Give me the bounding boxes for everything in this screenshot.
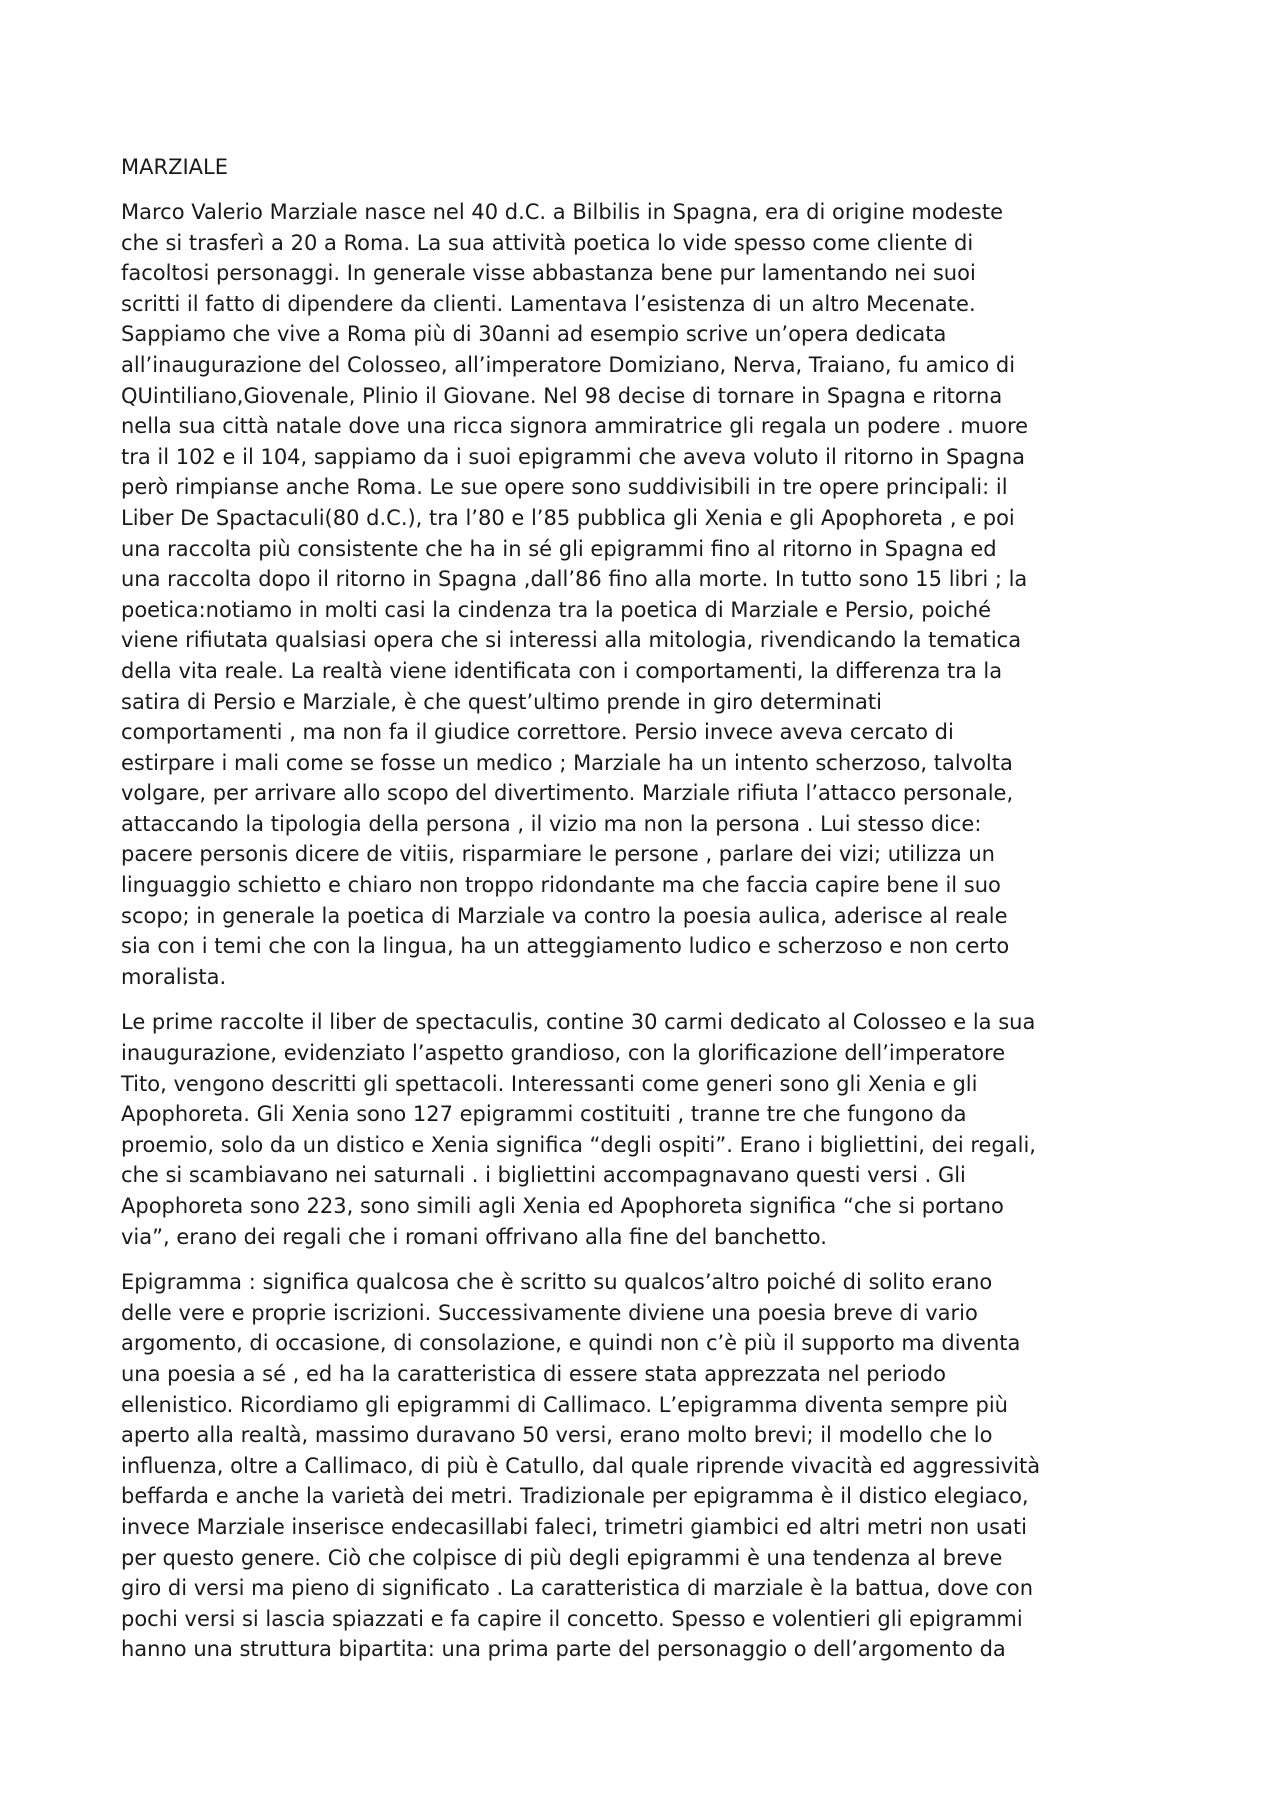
text-line: tra il 102 e il 104, sappiamo da i suoi epigrammi che aveva voluto il ritorno in Spagna <box>121 444 1026 469</box>
text-line: aperto alla realtà, massimo duravano 50 versi, erano molto brevi; il modello che lo <box>121 1423 993 1448</box>
text-line: poetica:notiamo in molti casi la cindenza tra la poetica di Marziale e Persio, poiché <box>121 597 991 622</box>
text-line: Le prime raccolte il liber de spectaculis, contine 30 carmi dedicato al Colosseo e la sua <box>121 1010 1036 1035</box>
text-line: QUintiliano,Giovenale, Plinio il Giovane. Nel 98 decise di tornare in Spagna e ritorna <box>121 383 1003 408</box>
text-line: facoltosi personaggi. In generale visse abbastanza bene pur lamentando nei suoi <box>121 261 976 286</box>
paragraph-early-collections <box>121 1007 1171 1252</box>
text-line: una raccolta dopo il ritorno in Spagna ,dall’86 fino alla morte. In tutto sono 15 libri ; la <box>121 567 1028 592</box>
text-line: della vita reale. La realtà viene identificata con i comportamenti, la differenza tra la <box>121 658 1003 683</box>
text-line: moralista. <box>121 964 227 989</box>
paragraph-epigramma <box>121 1267 1171 1665</box>
text-line: Tito, vengono descritti gli spettacoli. Interessanti come generi sono gli Xenia e gli <box>121 1071 978 1096</box>
text-line: una poesia a sé , ed ha la caratteristica di essere stata apprezzata nel periodo <box>121 1361 946 1386</box>
text-line: pacere personis dicere de vitiis, risparmiare le persone , parlare dei vizi; utilizza un <box>121 842 995 867</box>
text-line: Apophoreta. Gli Xenia sono 127 epigrammi costituiti , tranne tre che fungono da <box>121 1102 967 1127</box>
document-title: MARZIALE <box>121 155 228 179</box>
text-line: invece Marziale inserisce endecasillabi faleci, trimetri giambici ed altri metri non usati <box>121 1514 1028 1539</box>
text-line: attaccando la tipologia della persona , il vizio ma non la persona . Lui stesso dice: <box>121 811 982 836</box>
text-line: ellenistico. Ricordiamo gli epigrammi di Callimaco. L’epigramma diventa sempre più <box>121 1392 1008 1417</box>
text-line: hanno una struttura bipartita: una prima parte del personaggio o dell’argomento da <box>121 1637 1006 1662</box>
text-line: influenza, oltre a Callimaco, di più è Catullo, dal quale riprende vivacità ed aggressività <box>121 1453 1041 1478</box>
text-line: satira di Persio e Marziale, è che quest’ultimo prende in giro determinati <box>121 689 882 714</box>
text-line: pochi versi si lascia spiazzati e fa capire il concetto. Spesso e volentieri gli epigrammi <box>121 1606 1023 1631</box>
text-line: Apophoreta sono 223, sono simili agli Xenia ed Apophoreta significa “che si portano <box>121 1194 1004 1218</box>
text-line: Liber De Spactaculi(80 d.C.), tra l’80 e l’85 pubblica gli Xenia e gli Apophoreta , e poi <box>121 505 1015 530</box>
text-line: argomento, di occasione, di consolazione, e quindi non c’è più il supporto ma diventa <box>121 1331 1021 1356</box>
text-line: proemio, solo da un distico e Xenia significa “degli ospiti”. Erano i bigliettini, dei regali, <box>121 1132 1036 1157</box>
text-line: Epigramma : significa qualcosa che è scritto su qualcos’altro poiché di solito erano <box>121 1270 993 1295</box>
text-line: sia con i temi che con la lingua, ha un atteggiamento ludico e scherzoso e non certo <box>121 934 1010 959</box>
text-line: scopo; in generale la poetica di Marziale va contro la poesia aulica, aderisce al reale <box>121 903 1008 928</box>
text-line: beffarda e anche la varietà dei metri. Tradizionale per epigramma è il distico elegiaco, <box>121 1484 1029 1509</box>
text-line: viene rifiutata qualsiasi opera che si interessi alla mitologia, rivendicando la tematica <box>121 628 1022 653</box>
document-page <box>121 152 1171 1680</box>
text-line: scritti il fatto di dipendere da clienti. Lamentava l’esistenza di un altro Mecenate. <box>121 291 976 316</box>
text-line: una raccolta più consistente che ha in sé gli epigrammi fino al ritorno in Spagna ed <box>121 536 997 561</box>
text-line: per questo genere. Ciò che colpisce di più degli epigrammi è una tendenza al breve <box>121 1545 1003 1570</box>
text-line: volgare, per arrivare allo scopo del divertimento. Marziale rifiuta l’attacco personale, <box>121 781 1014 806</box>
text-line: all’inaugurazione del Colosseo, all’imperatore Domiziano, Nerva, Traiano, fu amico di <box>121 352 1016 377</box>
text-line: però rimpianse anche Roma. Le sue opere sono suddivisibili in tre opere principali: il <box>121 475 1008 500</box>
text-line: che si trasferì a 20 a Roma. La sua attività poetica lo vide spesso come cliente di <box>121 230 974 255</box>
text-line: via”, erano dei regali che i romani offrivano alla fine del banchetto. <box>121 1224 827 1249</box>
text-line: inaugurazione, evidenziato l’aspetto grandioso, con la glorificazione dell’imperatore <box>121 1041 1006 1066</box>
text-line: Sappiamo che vive a Roma più di 30anni ad esempio scrive un’opera dedicata <box>121 322 947 347</box>
text-line: nella sua città natale dove una ricca signora ammiratrice gli regala un podere . muore <box>121 414 1029 439</box>
text-line: estirpare i mali come se fosse un medico ; Marziale ha un intento scherzoso, talvolta <box>121 750 1013 775</box>
text-line: giro di versi ma pieno di significato . La caratteristica di marziale è la battua, dove con <box>121 1576 1034 1601</box>
text-line: Marco Valerio Marziale nasce nel 40 d.C. a Bilbilis in Spagna, era di origine modeste <box>121 200 1004 224</box>
text-line: comportamenti , ma non fa il giudice correttore. Persio invece aveva cercato di <box>121 720 954 745</box>
paragraph-biography <box>121 197 1171 992</box>
text-line: che si scambiavano nei saturnali . i bigliettini accompagnavano questi versi . Gli <box>121 1163 966 1188</box>
text-line: delle vere e proprie iscrizioni. Successivamente diviene una poesia breve di vario <box>121 1300 978 1325</box>
text-line: linguaggio schietto e chiaro non troppo ridondante ma che faccia capire bene il suo <box>121 873 1001 898</box>
